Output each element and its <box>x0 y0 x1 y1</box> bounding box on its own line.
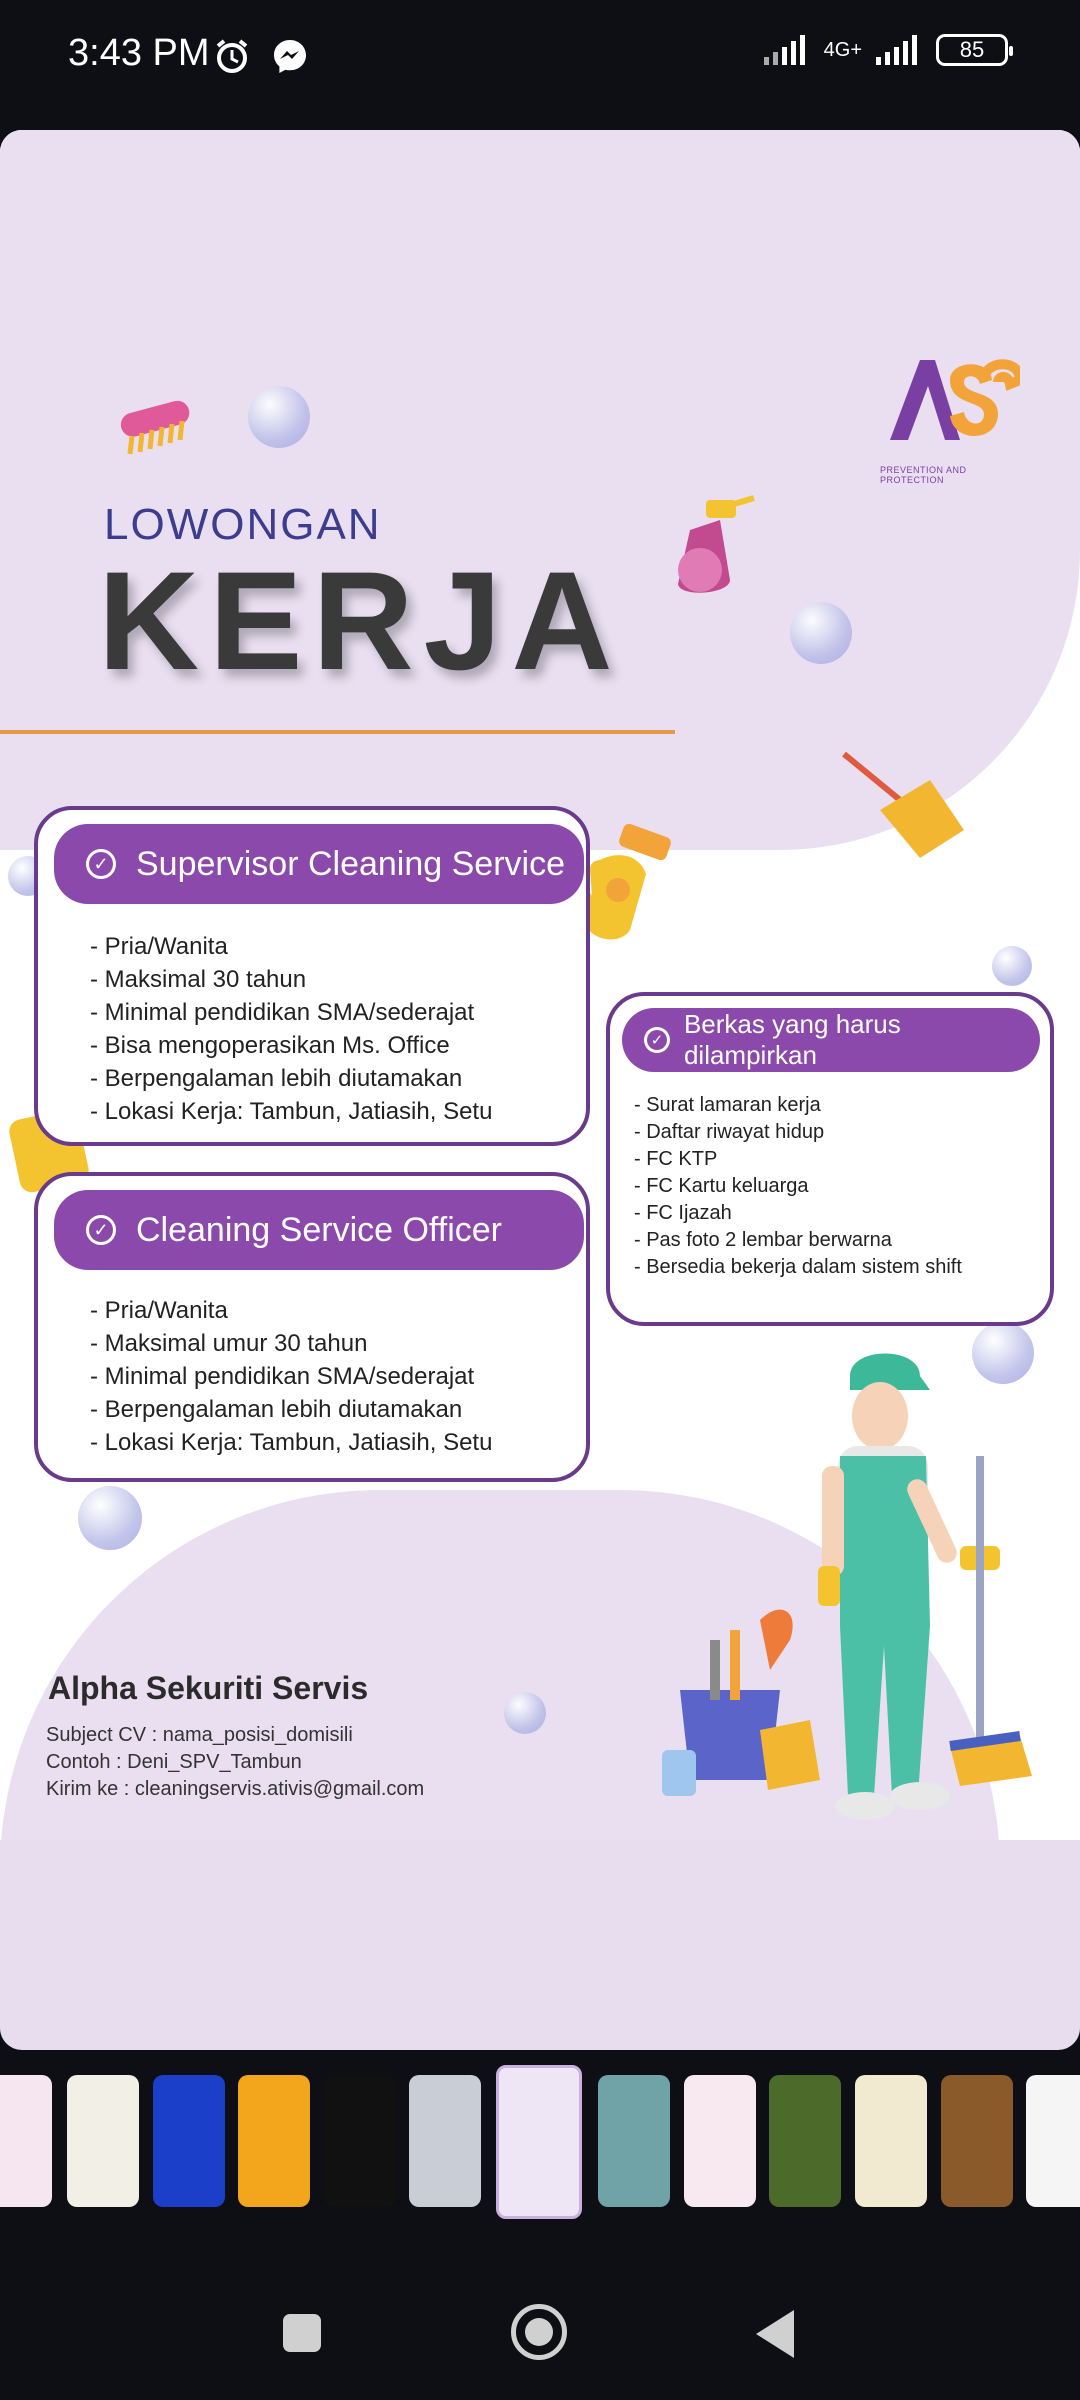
thumbnail[interactable] <box>1026 2075 1080 2207</box>
job-card-supervisor <box>34 806 590 1146</box>
document-item: - FC Kartu keluarga <box>634 1175 809 1197</box>
alarm-icon <box>212 36 252 76</box>
battery-icon <box>936 34 1008 66</box>
battery-level: 85 <box>959 37 985 62</box>
documents-card <box>606 992 1054 1326</box>
requirement-item: - Pria/Wanita <box>90 1297 228 1324</box>
heading-lowongan: LOWONGAN <box>104 500 382 549</box>
status-bar <box>0 0 1080 100</box>
thumbnail[interactable] <box>324 2075 396 2207</box>
job-title-banner <box>54 824 584 904</box>
documents-list <box>634 1092 962 1281</box>
requirement-item: - Minimal pendidikan SMA/sederajat <box>90 999 475 1026</box>
documents-title: Berkas yang harus dilampirkan <box>683 1009 901 1070</box>
job-title: Supervisor Cleaning Service <box>136 844 565 883</box>
job-card-officer <box>34 1172 590 1482</box>
requirements-list <box>90 1294 492 1459</box>
document-item: - Daftar riwayat hidup <box>634 1121 825 1143</box>
thumbnail[interactable] <box>941 2075 1013 2207</box>
brush-icon <box>118 398 198 458</box>
requirement-item: - Berpengalaman lebih diutamakan <box>90 1065 463 1092</box>
recents-button[interactable] <box>283 2314 321 2352</box>
signal-icon-2 <box>876 35 922 65</box>
network-type: 4G+ <box>823 39 862 61</box>
document-item: - FC Ijazah <box>634 1202 732 1224</box>
status-time: 3:43 PM <box>68 32 210 74</box>
thumbnail[interactable] <box>769 2075 841 2207</box>
status-notification-icons <box>212 36 310 76</box>
thumbnail[interactable] <box>409 2075 481 2207</box>
thumbnail[interactable] <box>598 2075 670 2207</box>
requirement-item: - Maksimal 30 tahun <box>90 966 307 993</box>
cleaning-bucket-icon <box>650 1600 830 1800</box>
documents-title-banner <box>622 1008 1040 1072</box>
thumbnail[interactable] <box>153 2075 225 2207</box>
document-item: - Surat lamaran kerja <box>634 1094 821 1116</box>
check-circle-icon: ✓ <box>86 849 116 879</box>
heading-kerja: KERJA <box>98 542 623 699</box>
thumbnail[interactable] <box>855 2075 927 2207</box>
bubble-decoration <box>790 602 852 664</box>
thumbnail-active[interactable] <box>496 2065 582 2219</box>
document-item: - Bersedia bekerja dalam sistem shift <box>634 1256 962 1278</box>
home-button[interactable] <box>511 2304 567 2360</box>
status-system-icons <box>764 34 1008 66</box>
requirement-item: - Berpengalaman lebih diutamakan <box>90 1396 463 1423</box>
bubble-decoration <box>248 386 310 448</box>
document-item: - FC KTP <box>634 1148 718 1170</box>
contact-line: Contoh : Deni_SPV_Tambun <box>46 1751 302 1773</box>
spray-bottle-icon <box>660 490 760 600</box>
requirement-item: - Lokasi Kerja: Tambun, Jatiasih, Setu <box>90 1098 493 1125</box>
job-title-banner <box>54 1190 584 1270</box>
requirement-item: - Lokasi Kerja: Tambun, Jatiasih, Setu <box>90 1429 493 1456</box>
dustpan-icon <box>840 750 970 860</box>
divider-line <box>0 730 675 734</box>
company-name: Alpha Sekuriti Servis <box>48 1670 369 1706</box>
contact-line: Subject CV : nama_posisi_domisili <box>46 1724 353 1746</box>
poster-bg-band <box>0 130 1080 318</box>
requirement-item: - Bisa mengoperasikan Ms. Office <box>90 1032 450 1059</box>
system-nav-bar <box>0 2250 1080 2400</box>
requirement-item: - Maksimal umur 30 tahun <box>90 1330 368 1357</box>
check-circle-icon: ✓ <box>86 1215 116 1245</box>
bubble-decoration <box>78 1486 142 1550</box>
image-viewer[interactable] <box>0 130 1080 2050</box>
thumbnail[interactable] <box>238 2075 310 2207</box>
logo-mark <box>880 350 1020 469</box>
thumbnail[interactable] <box>67 2075 139 2207</box>
job-title: Cleaning Service Officer <box>136 1210 502 1249</box>
cleaner-illustration <box>810 1346 1040 1840</box>
requirement-item: - Minimal pendidikan SMA/sederajat <box>90 1363 475 1390</box>
contact-info <box>46 1722 424 1803</box>
contact-line: Kirim ke : cleaningservis.ativis@gmail.com <box>46 1778 425 1800</box>
company-logo <box>880 350 1020 485</box>
requirement-item: - Pria/Wanita <box>90 933 228 960</box>
requirements-list <box>90 930 492 1128</box>
job-poster-image[interactable] <box>0 130 1080 1840</box>
bubble-decoration <box>992 946 1032 986</box>
messenger-icon <box>270 36 310 76</box>
thumbnail[interactable] <box>684 2075 756 2207</box>
bubble-decoration <box>504 1692 546 1734</box>
check-circle-icon: ✓ <box>644 1027 670 1053</box>
back-button[interactable] <box>756 2310 794 2358</box>
thumbnail-strip[interactable] <box>0 2065 1080 2225</box>
document-item: - Pas foto 2 lembar berwarna <box>634 1229 892 1251</box>
logo-tagline: PREVENTION AND PROTECTION <box>880 465 967 485</box>
signal-icon <box>764 35 810 65</box>
thumbnail[interactable] <box>0 2075 52 2207</box>
